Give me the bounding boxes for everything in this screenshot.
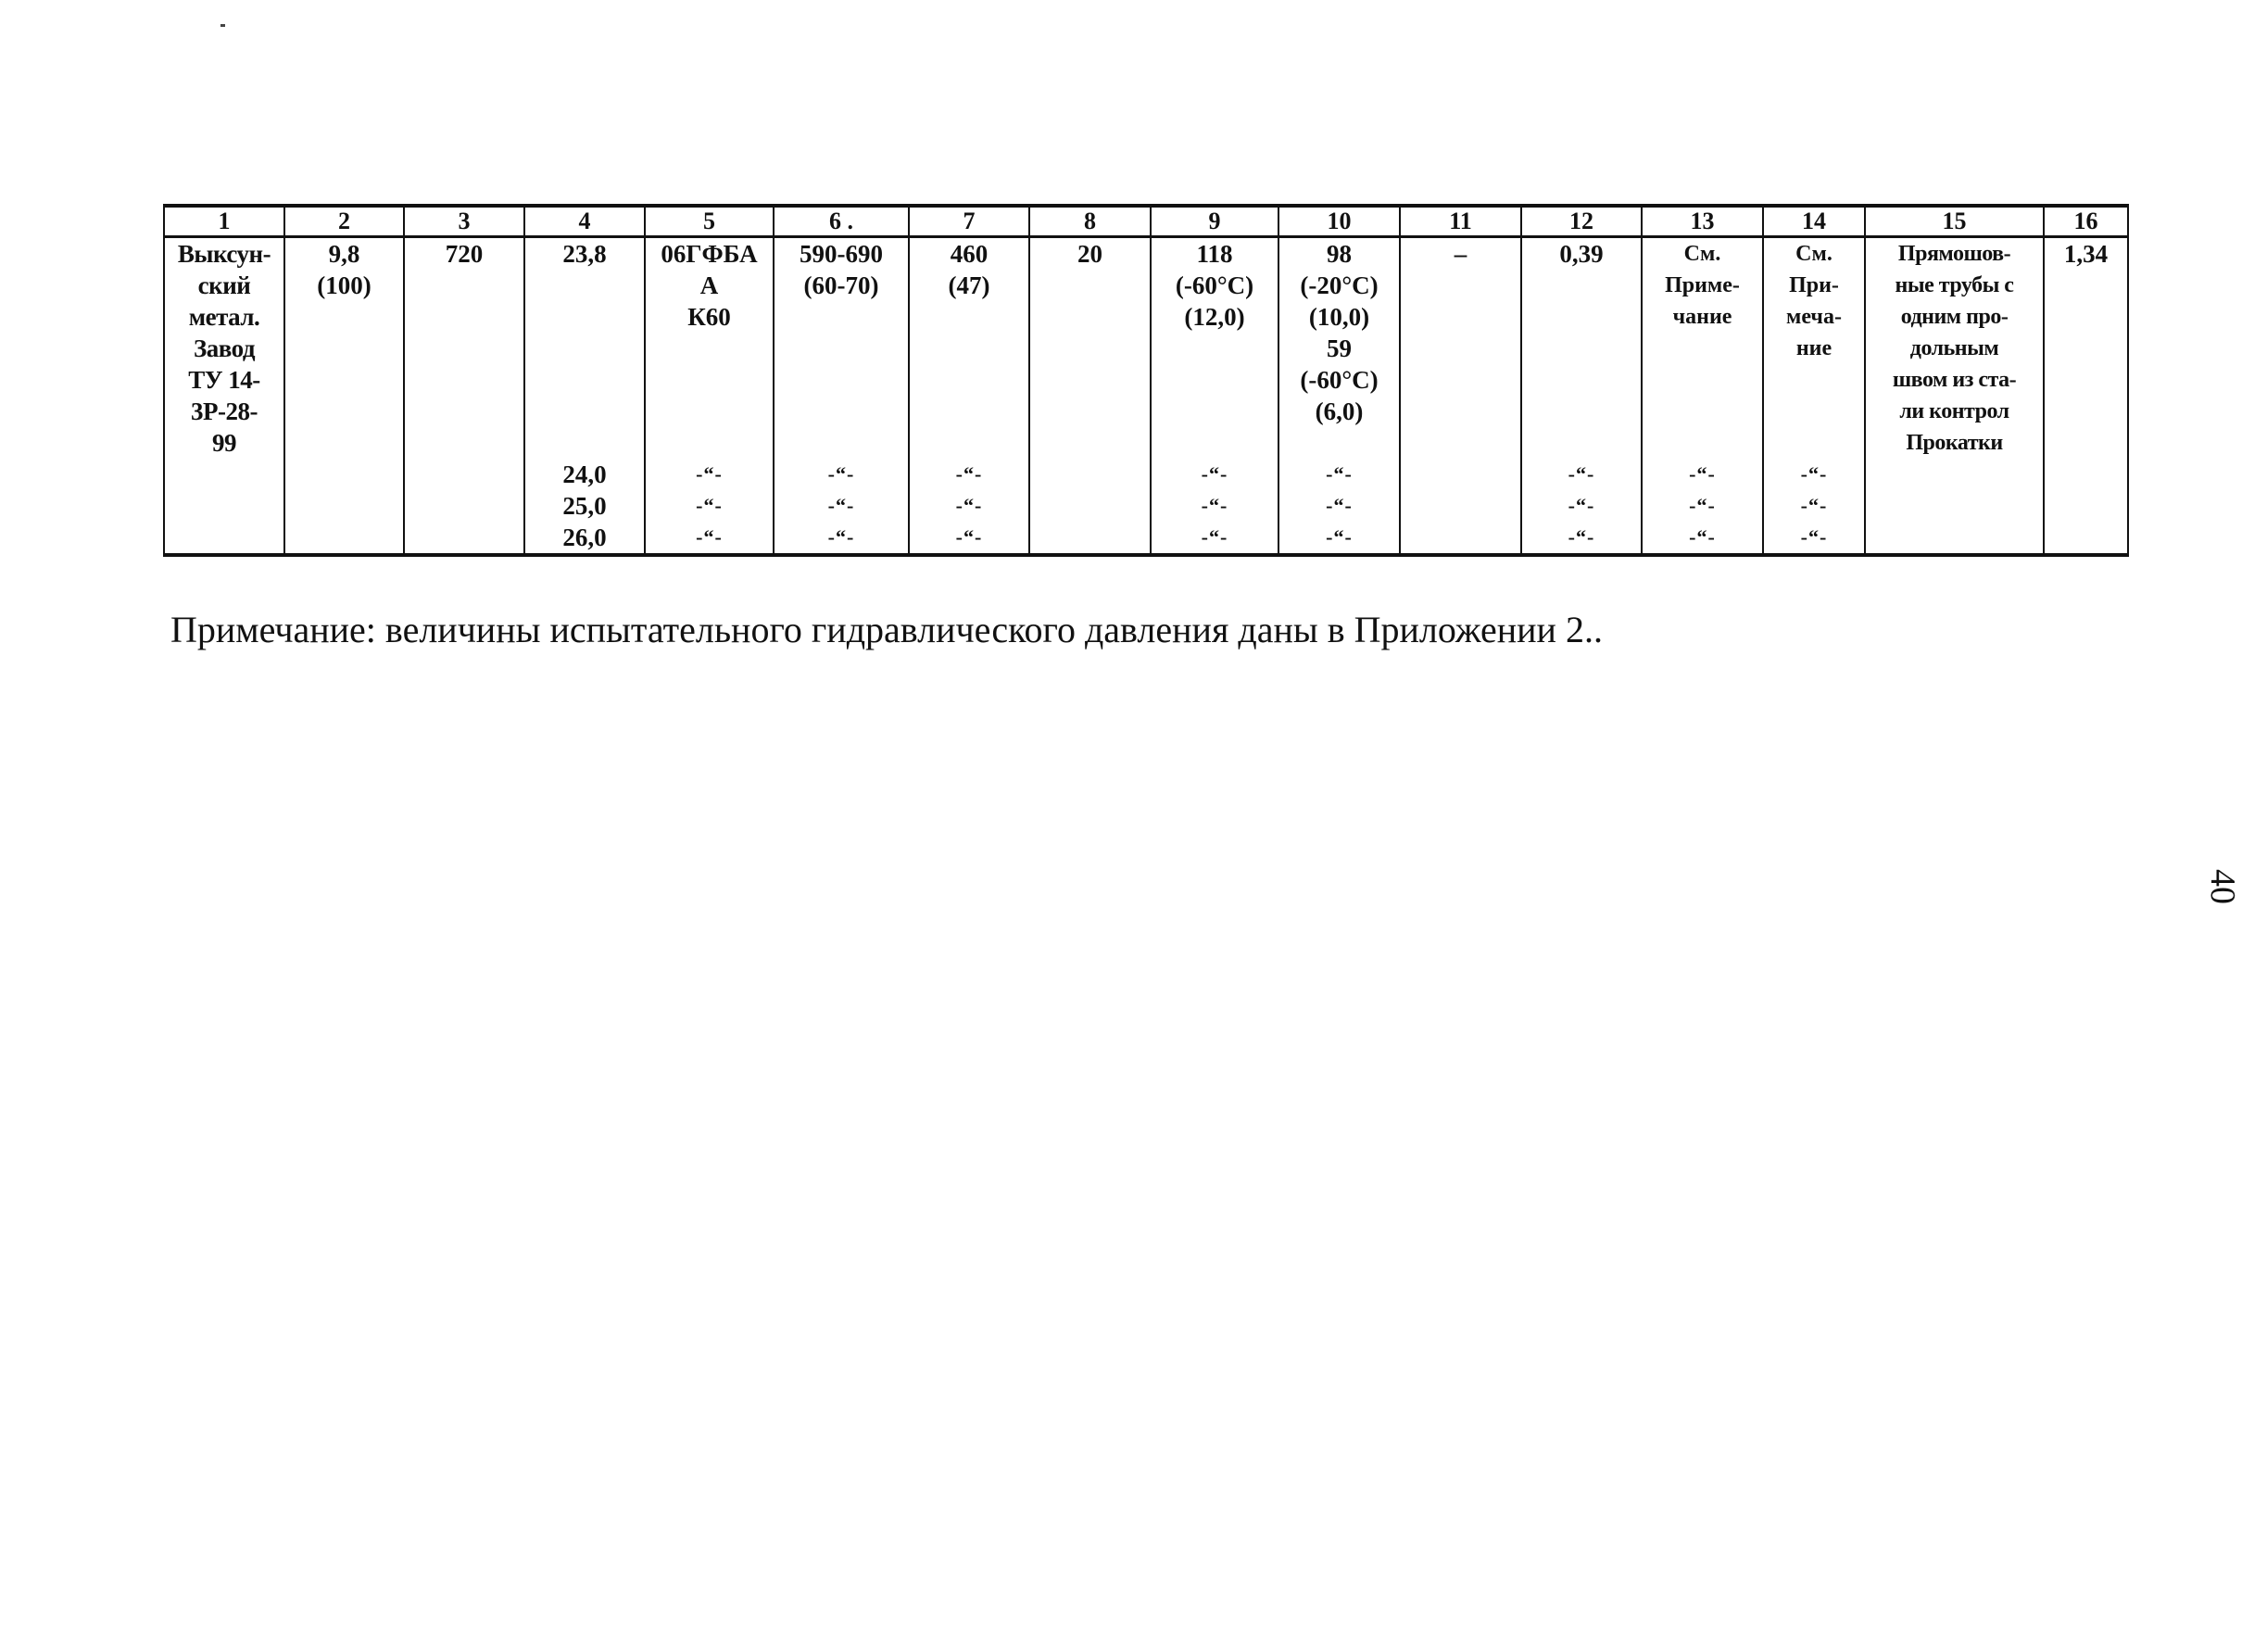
ditto-mark: -“- [774,459,909,490]
ditto-mark: -“- [1521,490,1642,522]
cell-tensile-strength [774,237,909,460]
col-header-8: 8 [1029,206,1151,237]
cell-col-12 [1521,237,1642,460]
page-number: 40 [2203,869,2242,904]
cell-line: Выксун- [177,240,271,268]
cell-line: 23,8 [562,240,607,268]
col-header-2: 2 [284,206,404,237]
cell-line: меча- [1786,305,1842,329]
cell-line: 20 [1077,240,1102,268]
col-header-14: 14 [1763,206,1865,237]
cell-line: дольным [1909,336,1999,360]
ditto-mark: -“- [645,522,774,555]
cell-elongation [1029,237,1151,460]
cell-line: (-20°С) [1300,271,1379,299]
cell-col-14 [1763,237,1865,460]
cell-line: чание [1672,305,1732,329]
cell-steel-grade [645,237,774,460]
cell-line: 99 [212,429,236,457]
cell-line: 720 [445,240,484,268]
cell-line: швом из ста- [1892,368,2017,392]
cell-manufacturer [164,237,284,460]
cell-line: (10,0) [1308,303,1370,331]
ditto-mark: -“- [1151,490,1278,522]
ditto-mark: -“- [1642,459,1763,490]
ditto-mark: -“- [909,459,1029,490]
table-row [164,490,2128,522]
cell-line: (47) [948,271,990,299]
cell-diameter [404,237,524,460]
ditto-mark: -“- [1763,490,1865,522]
col-header-16: 16 [2044,206,2128,237]
cell-line: 460 [950,240,989,268]
col-header-9: 9 [1151,206,1278,237]
ditto-mark: -“- [1642,522,1763,555]
table-row [164,522,2128,555]
col-header-5: 5 [645,206,774,237]
cell-line: 0,39 [1559,240,1604,268]
ditto-mark: -“- [1521,459,1642,490]
cell-line: – [1454,240,1467,268]
cell-line: ский [197,271,251,299]
cell-line: Прямошов- [1897,242,2011,266]
header-row [164,206,2128,237]
ditto-mark: -“- [645,459,774,490]
cell-line: При- [1789,273,1839,297]
cell-line: ли контрол [1899,399,2009,423]
cell-wall-thickness: 25,0 [524,490,645,522]
cell-wall-thickness: 26,0 [524,522,645,555]
cell-line: 118 [1196,240,1233,268]
col-header-7: 7 [909,206,1029,237]
cell-line: Прокатки [1906,431,2003,455]
table-note: Примечание: величины испытательного гидравлического давления даны в Приложении 2.. [170,609,1603,650]
cell-line: 3Р-28- [191,397,258,425]
cell-pressure [284,237,404,460]
cell-line: Завод [193,334,256,362]
cell-line: А [699,271,719,299]
ditto-mark: -“- [1151,522,1278,555]
ditto-mark: -“- [1278,490,1400,522]
cell-line: 590-690 [800,240,883,268]
cell-line: (12,0) [1184,303,1245,331]
cell-impact-10 [1278,237,1400,460]
ditto-mark: -“- [774,490,909,522]
cell-line: (-60°С) [1300,366,1379,394]
cell-line: (6,0) [1315,397,1364,425]
pipe-spec-table [163,204,2129,557]
ditto-mark: -“- [1763,459,1865,490]
cell-impact-9 [1151,237,1278,460]
table-row [164,459,2128,490]
cell-yield-strength [909,237,1029,460]
table-row-main [164,237,2128,460]
cell-line: См. [1683,242,1721,266]
ditto-mark: -“- [1278,459,1400,490]
col-header-6: 6 . [774,206,909,237]
col-header-11: 11 [1400,206,1521,237]
col-header-13: 13 [1642,206,1763,237]
col-header-10: 10 [1278,206,1400,237]
cell-line: Приме- [1665,273,1740,297]
ditto-mark: -“- [909,522,1029,555]
ditto-mark: -“- [645,490,774,522]
cell-line: 98 [1327,240,1352,268]
cell-line: ние [1795,336,1832,360]
ditto-mark: -“- [774,522,909,555]
col-header-4: 4 [524,206,645,237]
cell-line: (60-70) [803,271,879,299]
ditto-mark: -“- [909,490,1029,522]
cell-line: одним про- [1900,305,2009,329]
ditto-mark: -“- [1278,522,1400,555]
cell-line: метал. [188,303,260,331]
cell-line: ные трубы с [1895,273,2014,297]
cell-line: 9,8 [328,240,360,268]
ditto-mark: -“- [1521,522,1642,555]
col-header-1: 1 [164,206,284,237]
cell-line: 1,34 [2063,240,2109,268]
col-header-12: 12 [1521,206,1642,237]
cell-line: 59 [1327,334,1352,362]
cell-line: (100) [317,271,372,299]
cell-line: ТУ 14- [188,366,260,394]
stray-mark [220,24,225,27]
ditto-mark: -“- [1151,459,1278,490]
col-header-3: 3 [404,206,524,237]
cell-col-11 [1400,237,1521,460]
cell-line: (-60°С) [1175,271,1254,299]
cell-col-16 [2044,237,2128,460]
cell-col-13 [1642,237,1763,460]
cell-line: См. [1795,242,1832,266]
cell-line: 06ГФБА [661,240,758,268]
cell-line: К60 [687,303,731,331]
ditto-mark: -“- [1763,522,1865,555]
cell-wall-thickness [524,237,645,460]
ditto-mark: -“- [1642,490,1763,522]
cell-pipe-type [1865,237,2044,460]
col-header-15: 15 [1865,206,2044,237]
cell-wall-thickness: 24,0 [524,459,645,490]
